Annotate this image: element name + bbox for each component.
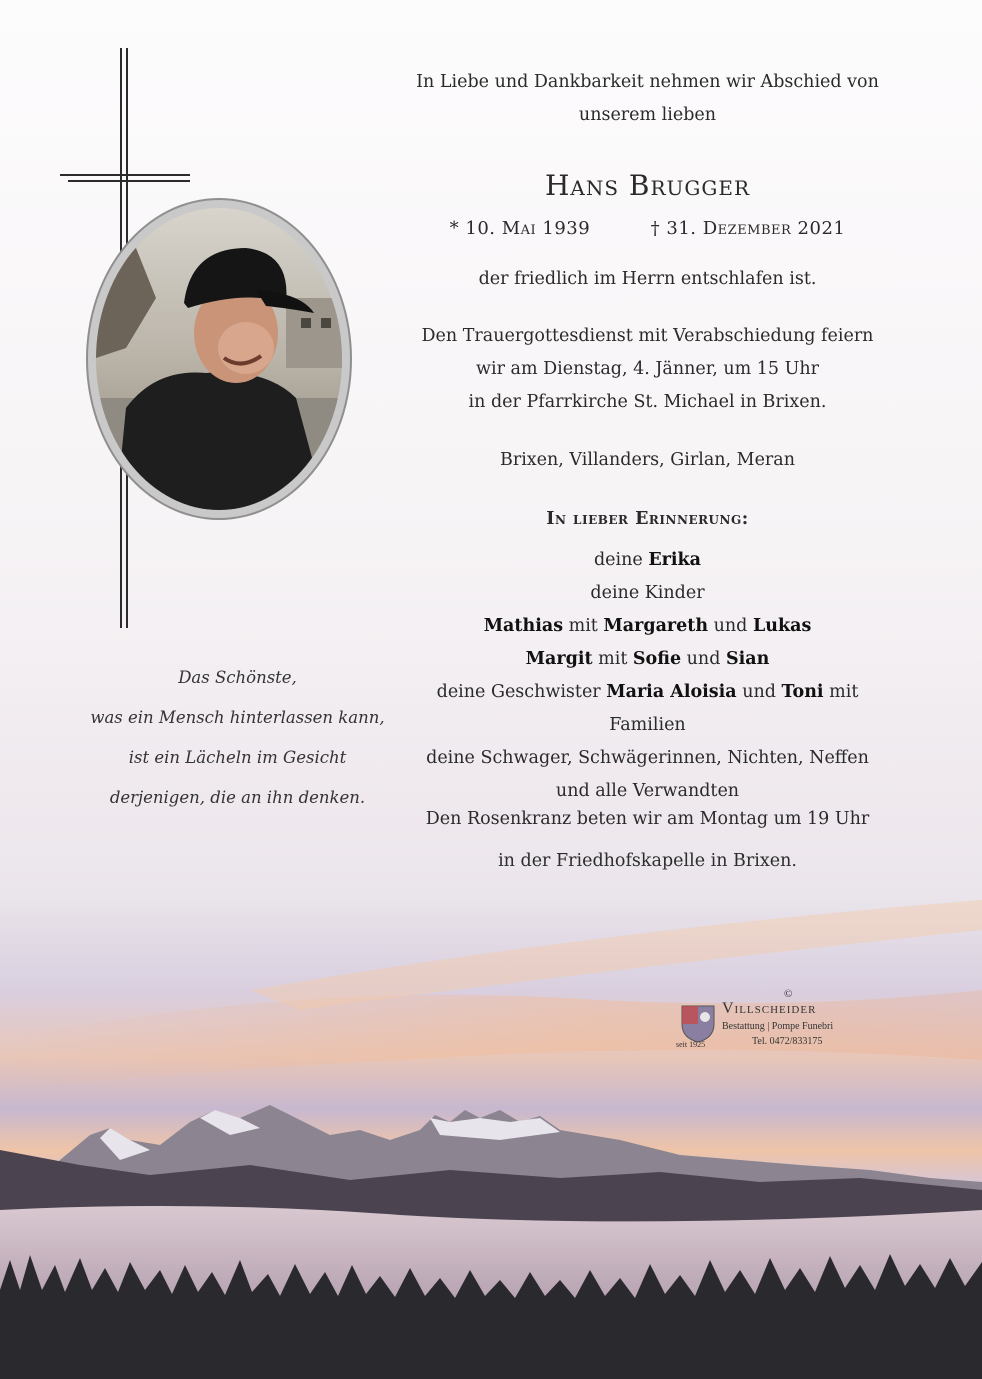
company-phone: Tel. 0472/833175 <box>752 1036 823 1047</box>
mourner-line-5: deine Geschwister Maria Aloisia und Toni mit Familien <box>436 682 859 735</box>
service-line-2: wir am Dienstag, 4. Jänner, um 15 Uhr <box>476 359 819 379</box>
funeral-home-logo <box>676 988 876 1058</box>
service-line-1: Den Trauergottesdienst mit Verabschiedung feiern <box>421 326 874 346</box>
deceased-name: Hans Brugger <box>544 169 751 202</box>
memory-heading: In lieber Erinnerung: <box>546 509 749 529</box>
quote-line-2: was ein Mensch hinterlassen kann, <box>90 708 385 727</box>
passed-text: der friedlich im Herrn entschlafen ist. <box>478 269 817 289</box>
rosary-line-1: Den Rosenkranz beten wir am Montag um 19 Uhr <box>425 809 870 829</box>
service-info <box>400 320 895 419</box>
quote-line-4: derjenigen, die an ihn denken. <box>109 788 366 807</box>
mourner-line-3: Mathias mit Margareth und Lukas <box>483 616 812 636</box>
company-services: Bestattung | Pompe Funebri <box>722 1021 834 1032</box>
intro-text <box>400 66 895 132</box>
mountain-landscape-image <box>0 860 982 1379</box>
service-line-3: in der Pfarrkirche St. Michael in Brixen. <box>468 392 827 412</box>
portrait-photo <box>96 208 342 510</box>
mourner-line-2: deine Kinder <box>590 583 705 603</box>
quote-line-1: Das Schönste, <box>178 668 297 687</box>
quote <box>60 658 415 818</box>
company-name: Villscheider <box>722 1000 817 1017</box>
dates-row <box>400 212 895 245</box>
mourner-line-6: deine Schwager, Schwägerinnen, Nichten, Neffen <box>426 748 869 768</box>
death-date: † 31. Dezember 2021 <box>650 218 846 239</box>
birth-date: * 10. Mai 1939 <box>449 218 591 239</box>
crest-icon <box>678 1002 718 1044</box>
company-since: seit 1925 <box>676 1040 706 1049</box>
mourner-line-1: deine Erika <box>593 550 702 570</box>
mourner-line-4: Margit mit Sofie und Sian <box>525 649 770 669</box>
mourner-line-7: und alle Verwandten <box>555 781 740 801</box>
quote-line-3: ist ein Lächeln im Gesicht <box>128 748 347 767</box>
mourners-list <box>400 544 895 808</box>
intro-line-1: In Liebe und Dankbarkeit nehmen wir Abschied von <box>416 72 879 92</box>
intro-line-2: unserem lieben <box>578 105 717 125</box>
copyright-mark: © <box>784 988 793 1000</box>
places-text: Brixen, Villanders, Girlan, Meran <box>499 450 795 470</box>
